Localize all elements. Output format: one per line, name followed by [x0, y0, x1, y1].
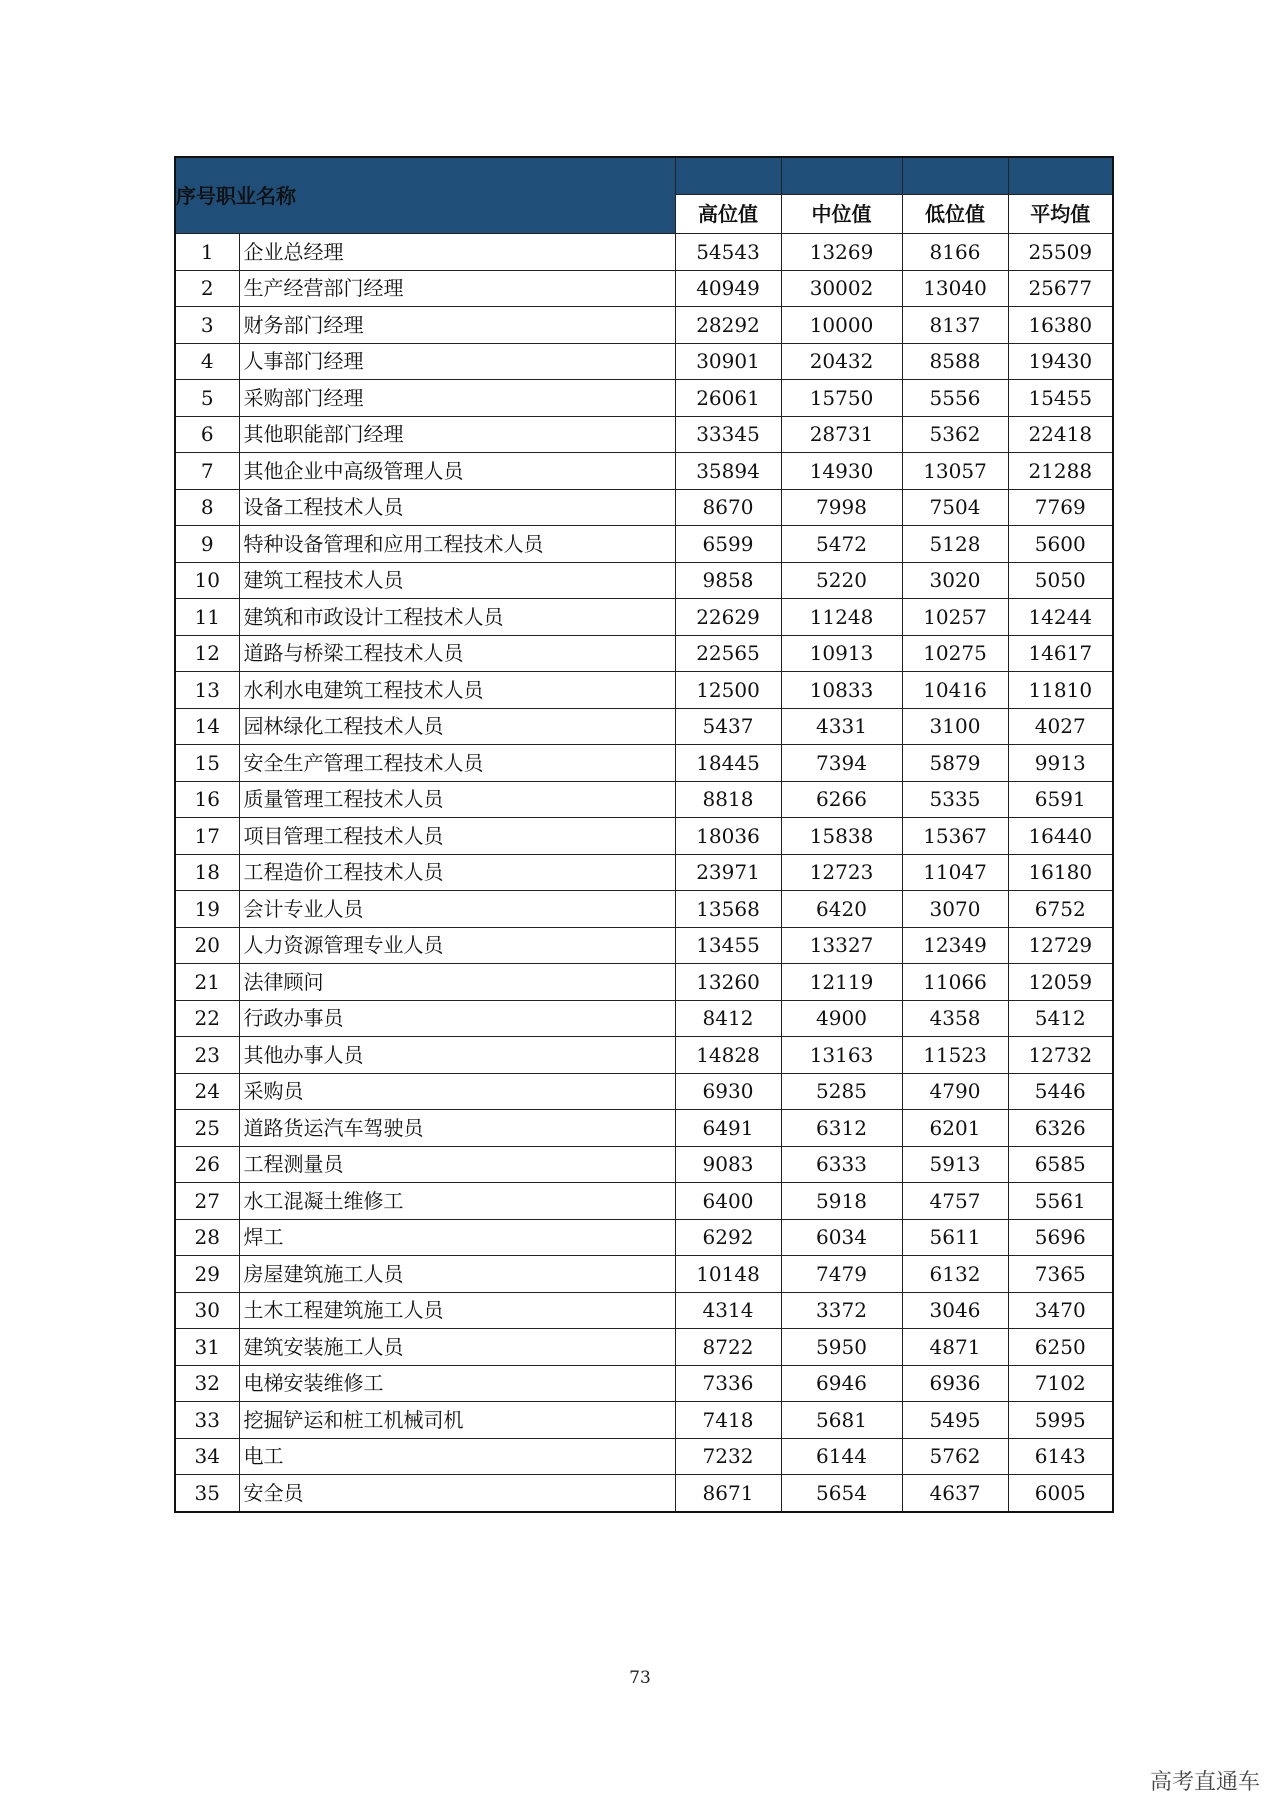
row-median-cell: 4900: [781, 1000, 902, 1037]
row-high-cell: 6930: [675, 1073, 781, 1110]
row-name-cell: 项目管理工程技术人员: [239, 818, 675, 855]
row-low-cell: 13040: [902, 270, 1008, 307]
row-high-cell: 6599: [675, 526, 781, 563]
row-median-cell: 6333: [781, 1146, 902, 1183]
row-average-cell: 19430: [1008, 343, 1113, 380]
row-median-cell: 12119: [781, 964, 902, 1001]
row-median-cell: 5654: [781, 1475, 902, 1512]
row-no-cell: 28: [175, 1219, 239, 1256]
row-name-cell: 会计专业人员: [239, 891, 675, 928]
row-no-cell: 8: [175, 489, 239, 526]
table-row: [175, 1146, 1113, 1183]
row-high-cell: 8671: [675, 1475, 781, 1512]
row-name-cell: 采购员: [239, 1073, 675, 1110]
watermark-text: 高考直通车: [1149, 1770, 1260, 1795]
row-high-cell: 6491: [675, 1110, 781, 1147]
header-blank-cell: [781, 157, 902, 195]
row-no-cell: 9: [175, 526, 239, 563]
row-low-cell: 10257: [902, 599, 1008, 636]
header-blank-cell: [902, 157, 1008, 195]
row-no-cell: 20: [175, 927, 239, 964]
row-low-cell: 3046: [902, 1292, 1008, 1329]
row-low-cell: 5913: [902, 1146, 1008, 1183]
table-row: [175, 818, 1113, 855]
header-blank-cell: [1008, 157, 1113, 195]
row-average-cell: 5446: [1008, 1073, 1113, 1110]
row-average-cell: 14244: [1008, 599, 1113, 636]
table-row: [175, 891, 1113, 928]
table-row: [175, 526, 1113, 563]
row-high-cell: 30901: [675, 343, 781, 380]
row-no-cell: 21: [175, 964, 239, 1001]
row-no-cell: 30: [175, 1292, 239, 1329]
row-median-cell: 7998: [781, 489, 902, 526]
row-low-cell: 10275: [902, 635, 1008, 672]
row-average-cell: 7365: [1008, 1256, 1113, 1293]
row-average-cell: 25677: [1008, 270, 1113, 307]
row-average-cell: 6326: [1008, 1110, 1113, 1147]
row-low-cell: 5611: [902, 1219, 1008, 1256]
row-no-cell: 33: [175, 1402, 239, 1439]
row-no-cell: 34: [175, 1438, 239, 1475]
row-name-cell: 电工: [239, 1438, 675, 1475]
row-median-cell: 10000: [781, 307, 902, 344]
row-median-cell: 6144: [781, 1438, 902, 1475]
table-row: [175, 1438, 1113, 1475]
row-low-cell: 6132: [902, 1256, 1008, 1293]
row-no-cell: 32: [175, 1365, 239, 1402]
row-median-cell: 13327: [781, 927, 902, 964]
row-name-cell: 工程测量员: [239, 1146, 675, 1183]
row-no-cell: 35: [175, 1475, 239, 1512]
table-row: [175, 416, 1113, 453]
row-average-cell: 5561: [1008, 1183, 1113, 1220]
row-name-cell: 水利水电建筑工程技术人员: [239, 672, 675, 709]
table-row: [175, 1256, 1113, 1293]
row-no-cell: 12: [175, 635, 239, 672]
row-high-cell: 14828: [675, 1037, 781, 1074]
row-median-cell: 10833: [781, 672, 902, 709]
table-row: [175, 927, 1113, 964]
row-name-cell: 设备工程技术人员: [239, 489, 675, 526]
row-low-cell: 6201: [902, 1110, 1008, 1147]
row-low-cell: 4358: [902, 1000, 1008, 1037]
table-row: [175, 270, 1113, 307]
row-name-cell: 安全员: [239, 1475, 675, 1512]
header-name: 职业名称: [216, 183, 296, 208]
row-median-cell: 5918: [781, 1183, 902, 1220]
table-row: [175, 1365, 1113, 1402]
row-low-cell: 4790: [902, 1073, 1008, 1110]
header-low: 低位值: [902, 195, 1008, 234]
row-median-cell: 5681: [781, 1402, 902, 1439]
row-median-cell: 30002: [781, 270, 902, 307]
row-median-cell: 5285: [781, 1073, 902, 1110]
row-name-cell: 财务部门经理: [239, 307, 675, 344]
row-no-cell: 7: [175, 453, 239, 490]
row-low-cell: 5362: [902, 416, 1008, 453]
row-median-cell: 5950: [781, 1329, 902, 1366]
row-name-cell: 水工混凝土维修工: [239, 1183, 675, 1220]
row-low-cell: 11066: [902, 964, 1008, 1001]
row-name-cell: 焊工: [239, 1219, 675, 1256]
row-name-cell: 建筑安装施工人员: [239, 1329, 675, 1366]
row-name-cell: 道路货运汽车驾驶员: [239, 1110, 675, 1147]
row-no-cell: 17: [175, 818, 239, 855]
row-low-cell: 4637: [902, 1475, 1008, 1512]
row-median-cell: 6034: [781, 1219, 902, 1256]
row-name-cell: 企业总经理: [239, 234, 675, 271]
row-name-cell: 其他办事人员: [239, 1037, 675, 1074]
table-row: [175, 562, 1113, 599]
row-no-cell: 3: [175, 307, 239, 344]
row-name-cell: 工程造价工程技术人员: [239, 854, 675, 891]
row-high-cell: 9083: [675, 1146, 781, 1183]
row-average-cell: 11810: [1008, 672, 1113, 709]
row-median-cell: 11248: [781, 599, 902, 636]
row-average-cell: 15455: [1008, 380, 1113, 417]
row-name-cell: 特种设备管理和应用工程技术人员: [239, 526, 675, 563]
table-row: [175, 1000, 1113, 1037]
row-high-cell: 13260: [675, 964, 781, 1001]
table-row: [175, 781, 1113, 818]
row-low-cell: 11523: [902, 1037, 1008, 1074]
row-no-cell: 31: [175, 1329, 239, 1366]
row-average-cell: 5412: [1008, 1000, 1113, 1037]
row-no-cell: 4: [175, 343, 239, 380]
row-median-cell: 13163: [781, 1037, 902, 1074]
row-high-cell: 13455: [675, 927, 781, 964]
header-no-name-cell: [175, 157, 675, 234]
row-high-cell: 22629: [675, 599, 781, 636]
row-average-cell: 6752: [1008, 891, 1113, 928]
row-high-cell: 18036: [675, 818, 781, 855]
row-name-cell: 建筑工程技术人员: [239, 562, 675, 599]
table-row: [175, 1110, 1113, 1147]
table-row: [175, 1475, 1113, 1512]
row-low-cell: 4871: [902, 1329, 1008, 1366]
row-average-cell: 16380: [1008, 307, 1113, 344]
row-name-cell: 安全生产管理工程技术人员: [239, 745, 675, 782]
row-high-cell: 6292: [675, 1219, 781, 1256]
row-average-cell: 5600: [1008, 526, 1113, 563]
row-high-cell: 5437: [675, 708, 781, 745]
table-row: [175, 1329, 1113, 1366]
row-median-cell: 10913: [781, 635, 902, 672]
row-median-cell: 28731: [781, 416, 902, 453]
row-high-cell: 7232: [675, 1438, 781, 1475]
row-low-cell: 8137: [902, 307, 1008, 344]
row-no-cell: 18: [175, 854, 239, 891]
row-name-cell: 人力资源管理专业人员: [239, 927, 675, 964]
row-name-cell: 土木工程建筑施工人员: [239, 1292, 675, 1329]
row-average-cell: 9913: [1008, 745, 1113, 782]
header-high: 高位值: [675, 195, 781, 234]
row-name-cell: 行政办事员: [239, 1000, 675, 1037]
table-row: [175, 672, 1113, 709]
row-name-cell: 生产经营部门经理: [239, 270, 675, 307]
row-average-cell: 6591: [1008, 781, 1113, 818]
row-no-cell: 25: [175, 1110, 239, 1147]
row-low-cell: 8166: [902, 234, 1008, 271]
header-row-top: [175, 157, 1113, 195]
row-average-cell: 7769: [1008, 489, 1113, 526]
table-row: [175, 708, 1113, 745]
row-low-cell: 5556: [902, 380, 1008, 417]
salary-table: [174, 156, 1114, 1513]
row-high-cell: 7336: [675, 1365, 781, 1402]
row-low-cell: 5495: [902, 1402, 1008, 1439]
table-row: [175, 1183, 1113, 1220]
table-row: [175, 343, 1113, 380]
row-average-cell: 3470: [1008, 1292, 1113, 1329]
row-low-cell: 8588: [902, 343, 1008, 380]
row-low-cell: 5762: [902, 1438, 1008, 1475]
row-low-cell: 10416: [902, 672, 1008, 709]
row-high-cell: 18445: [675, 745, 781, 782]
row-no-cell: 22: [175, 1000, 239, 1037]
row-median-cell: 12723: [781, 854, 902, 891]
row-average-cell: 21288: [1008, 453, 1113, 490]
row-no-cell: 29: [175, 1256, 239, 1293]
table-row: [175, 854, 1113, 891]
row-name-cell: 人事部门经理: [239, 343, 675, 380]
table-row: [175, 964, 1113, 1001]
header-median: 中位值: [781, 195, 902, 234]
row-high-cell: 22565: [675, 635, 781, 672]
row-median-cell: 6266: [781, 781, 902, 818]
row-average-cell: 4027: [1008, 708, 1113, 745]
row-median-cell: 13269: [781, 234, 902, 271]
row-median-cell: 7479: [781, 1256, 902, 1293]
row-no-cell: 5: [175, 380, 239, 417]
row-average-cell: 6143: [1008, 1438, 1113, 1475]
row-average-cell: 16440: [1008, 818, 1113, 855]
row-high-cell: 28292: [675, 307, 781, 344]
row-high-cell: 4314: [675, 1292, 781, 1329]
row-low-cell: 15367: [902, 818, 1008, 855]
row-average-cell: 5995: [1008, 1402, 1113, 1439]
header-blank-cell: [675, 157, 781, 195]
row-median-cell: 15750: [781, 380, 902, 417]
row-average-cell: 12732: [1008, 1037, 1113, 1074]
row-name-cell: 法律顾问: [239, 964, 675, 1001]
row-name-cell: 其他企业中高级管理人员: [239, 453, 675, 490]
row-average-cell: 6250: [1008, 1329, 1113, 1366]
row-low-cell: 5128: [902, 526, 1008, 563]
row-high-cell: 12500: [675, 672, 781, 709]
row-median-cell: 7394: [781, 745, 902, 782]
row-low-cell: 5879: [902, 745, 1008, 782]
row-name-cell: 建筑和市政设计工程技术人员: [239, 599, 675, 636]
row-median-cell: 6312: [781, 1110, 902, 1147]
table-row: [175, 599, 1113, 636]
table-row: [175, 380, 1113, 417]
row-no-cell: 15: [175, 745, 239, 782]
row-name-cell: 房屋建筑施工人员: [239, 1256, 675, 1293]
row-median-cell: 4331: [781, 708, 902, 745]
row-no-cell: 6: [175, 416, 239, 453]
row-average-cell: 12059: [1008, 964, 1113, 1001]
row-high-cell: 7418: [675, 1402, 781, 1439]
row-no-cell: 16: [175, 781, 239, 818]
row-no-cell: 27: [175, 1183, 239, 1220]
row-no-cell: 14: [175, 708, 239, 745]
row-high-cell: 8412: [675, 1000, 781, 1037]
row-high-cell: 9858: [675, 562, 781, 599]
row-low-cell: 12349: [902, 927, 1008, 964]
row-median-cell: 6420: [781, 891, 902, 928]
row-low-cell: 3100: [902, 708, 1008, 745]
table-row: [175, 453, 1113, 490]
row-average-cell: 16180: [1008, 854, 1113, 891]
row-no-cell: 19: [175, 891, 239, 928]
table-row: [175, 307, 1113, 344]
row-low-cell: 7504: [902, 489, 1008, 526]
row-high-cell: 33345: [675, 416, 781, 453]
row-name-cell: 电梯安装维修工: [239, 1365, 675, 1402]
row-low-cell: 3020: [902, 562, 1008, 599]
row-low-cell: 11047: [902, 854, 1008, 891]
row-high-cell: 10148: [675, 1256, 781, 1293]
table-body: [175, 234, 1113, 1512]
row-name-cell: 挖掘铲运和桩工机械司机: [239, 1402, 675, 1439]
row-high-cell: 23971: [675, 854, 781, 891]
row-name-cell: 道路与桥梁工程技术人员: [239, 635, 675, 672]
row-name-cell: 园林绿化工程技术人员: [239, 708, 675, 745]
table-row: [175, 1219, 1113, 1256]
table-row: [175, 234, 1113, 271]
row-median-cell: 15838: [781, 818, 902, 855]
row-average-cell: 14617: [1008, 635, 1113, 672]
row-low-cell: 5335: [902, 781, 1008, 818]
row-average-cell: 7102: [1008, 1365, 1113, 1402]
row-high-cell: 13568: [675, 891, 781, 928]
row-average-cell: 25509: [1008, 234, 1113, 271]
row-high-cell: 8818: [675, 781, 781, 818]
row-low-cell: 13057: [902, 453, 1008, 490]
row-high-cell: 26061: [675, 380, 781, 417]
row-name-cell: 其他职能部门经理: [239, 416, 675, 453]
row-median-cell: 14930: [781, 453, 902, 490]
table-row: [175, 1292, 1113, 1329]
table-row: [175, 489, 1113, 526]
row-average-cell: 6005: [1008, 1475, 1113, 1512]
row-no-cell: 23: [175, 1037, 239, 1074]
row-no-cell: 10: [175, 562, 239, 599]
row-median-cell: 3372: [781, 1292, 902, 1329]
row-median-cell: 5220: [781, 562, 902, 599]
header-average: 平均值: [1008, 195, 1113, 234]
table-row: [175, 745, 1113, 782]
row-high-cell: 6400: [675, 1183, 781, 1220]
row-average-cell: 12729: [1008, 927, 1113, 964]
row-low-cell: 4757: [902, 1183, 1008, 1220]
row-average-cell: 5696: [1008, 1219, 1113, 1256]
row-average-cell: 22418: [1008, 416, 1113, 453]
row-high-cell: 40949: [675, 270, 781, 307]
row-high-cell: 8722: [675, 1329, 781, 1366]
row-name-cell: 质量管理工程技术人员: [239, 781, 675, 818]
row-no-cell: 24: [175, 1073, 239, 1110]
row-no-cell: 11: [175, 599, 239, 636]
row-low-cell: 3070: [902, 891, 1008, 928]
header-no: 序号: [176, 183, 216, 208]
row-median-cell: 5472: [781, 526, 902, 563]
row-median-cell: 6946: [781, 1365, 902, 1402]
row-low-cell: 6936: [902, 1365, 1008, 1402]
row-no-cell: 2: [175, 270, 239, 307]
row-no-cell: 26: [175, 1146, 239, 1183]
row-high-cell: 35894: [675, 453, 781, 490]
table-row: [175, 1037, 1113, 1074]
row-median-cell: 20432: [781, 343, 902, 380]
row-average-cell: 6585: [1008, 1146, 1113, 1183]
table-row: [175, 635, 1113, 672]
row-no-cell: 13: [175, 672, 239, 709]
row-average-cell: 5050: [1008, 562, 1113, 599]
page-number: 73: [629, 1668, 651, 1688]
row-high-cell: 54543: [675, 234, 781, 271]
table-row: [175, 1402, 1113, 1439]
table-row: [175, 1073, 1113, 1110]
row-high-cell: 8670: [675, 489, 781, 526]
row-no-cell: 1: [175, 234, 239, 271]
row-name-cell: 采购部门经理: [239, 380, 675, 417]
